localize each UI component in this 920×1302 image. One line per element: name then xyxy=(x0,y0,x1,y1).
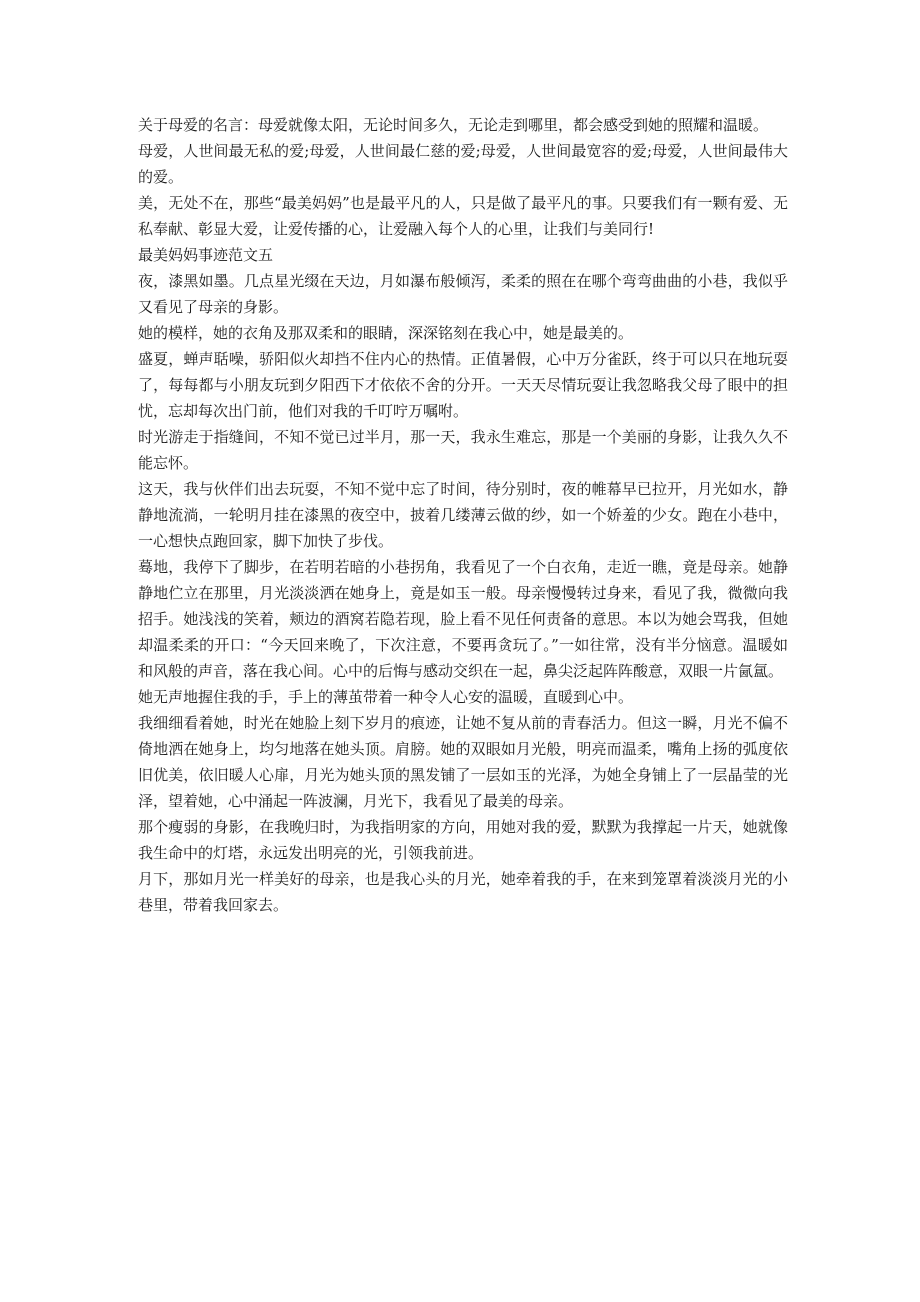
body-paragraph: 这天，我与伙伴们出去玩耍，不知不觉中忘了时间，待分别时，夜的帷幕早已拉开，月光如水，静静地流淌，一轮明月挂在漆黑的夜空中，披着几缕薄云做的纱，如一个娇羞的少女。跑在小巷中，一心想快点跑回家，脚下加快了步伐。 xyxy=(138,480,788,550)
document-body xyxy=(138,112,788,918)
body-paragraph: 夜，漆黑如墨。几点星光缀在天边，月如瀑布般倾泻，柔柔的照在在哪个弯弯曲曲的小巷，我似乎又看见了母亲的身影。 xyxy=(138,272,788,316)
body-paragraph: 盛夏，蝉声聒噪，骄阳似火却挡不住内心的热情。正值暑假，心中万分雀跃，终于可以只在地玩耍了，每每都与小朋友玩到夕阳西下才依依不舍的分开。一天天尽情玩耍让我忽略我父母了眼中的担忧，忘却每次出门前，他们对我的千叮咛万嘱咐。 xyxy=(138,350,788,420)
section-heading: 最美妈妈事迹范文五 xyxy=(138,246,274,264)
body-paragraph: 她的模样，她的衣角及那双柔和的眼睛，深深铭刻在我心中，她是最美的。 xyxy=(138,324,634,342)
body-paragraph: 她无声地握住我的手，手上的薄茧带着一种令人心安的温暖，直暖到心中。 xyxy=(138,688,634,706)
body-paragraph: 蓦地，我停下了脚步，在若明若暗的小巷拐角，我看见了一个白衣角，走近一瞧，竟是母亲。她静静地伫立在那里，月光淡淡洒在她身上，竟是如玉一般。母亲慢慢转过身来，看见了我，微微向我招手。她浅浅的笑着，颊边的酒窝若隐若现，脸上看不见任何责备的意思。本以为她会骂我，但她却温柔柔的开口：“今天回来晚了，下次注意，不要再贪玩了。”一如往常，没有半分恼意。温暖如和风般的声音，落在我心间。心中的后悔与感动交织在一起，鼻尖泛起阵阵酸意，双眼一片氤氲。 xyxy=(138,558,788,680)
body-paragraph: 母爱，人世间最无私的爱;母爱，人世间最仁慈的爱;母爱，人世间最宽容的爱;母爱，人世间最伟大的爱。 xyxy=(138,142,788,186)
body-paragraph: 美，无处不在，那些“最美妈妈”也是最平凡的人，只是做了最平凡的事。只要我们有一颗有爱、无私奉献、彰显大爱，让爱传播的心，让爱融入每个人的心里，让我们与美同行! xyxy=(138,194,788,238)
body-paragraph: 那个瘦弱的身影，在我晚归时，为我指明家的方向，用她对我的爱，默默为我撑起一片天，她就像我生命中的灯塔，永远发出明亮的光，引领我前进。 xyxy=(138,818,788,862)
quote-paragraph: 关于母爱的名言：母爱就像太阳，无论时间多久，无论走到哪里，都会感受到她的照耀和温暖。 xyxy=(138,116,769,134)
body-paragraph: 月下，那如月光一样美好的母亲，也是我心头的月光，她牵着我的手，在来到笼罩着淡淡月光的小巷里，带着我回家去。 xyxy=(138,870,788,914)
body-paragraph: 时光游走于指缝间，不知不觉已过半月，那一天，我永生难忘，那是一个美丽的身影，让我久久不能忘怀。 xyxy=(138,428,788,472)
body-paragraph: 我细细看着她，时光在她脸上刻下岁月的痕迹，让她不复从前的青春活力。但这一瞬，月光不偏不倚地洒在她身上，均匀地落在她头顶。肩膀。她的双眼如月光般，明亮而温柔，嘴角上扬的弧度依旧优美，依旧暖人心扉，月光为她头顶的黑发铺了一层如玉的光泽，为她全身铺上了一层晶莹的光泽，望着她，心中涌起一阵波澜，月光下，我看见了最美的母亲。 xyxy=(138,714,788,810)
